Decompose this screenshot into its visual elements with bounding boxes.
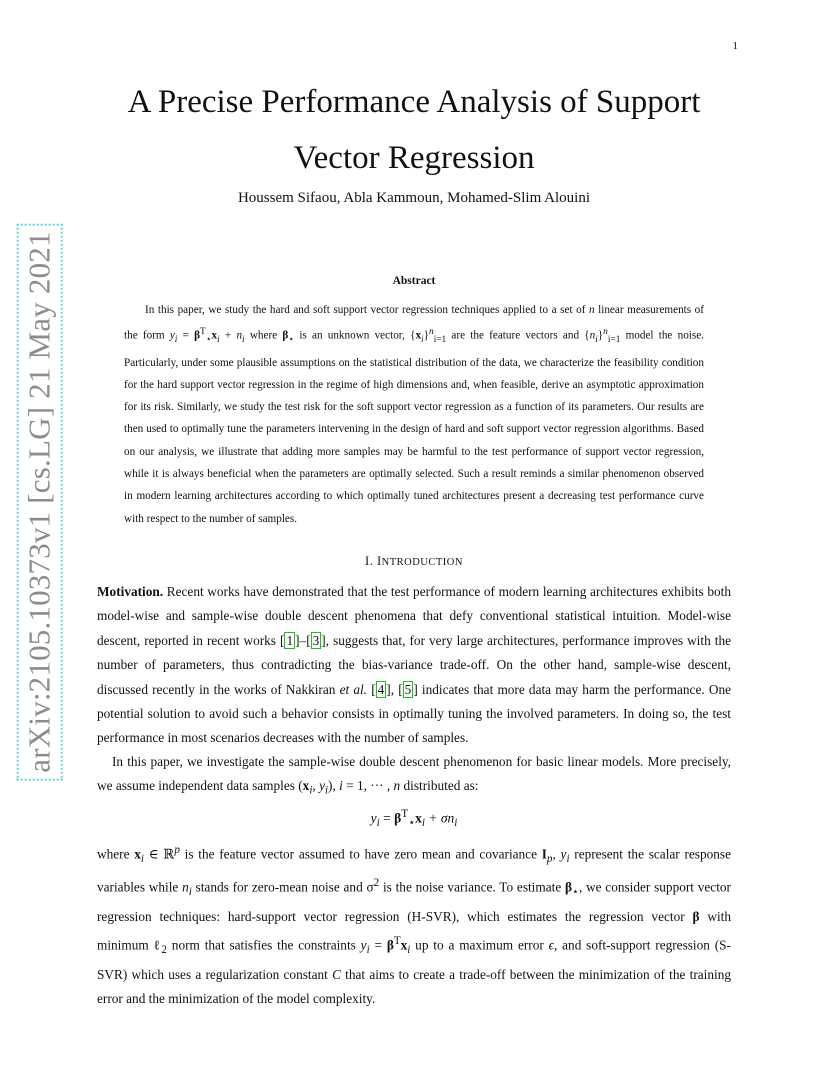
abstract-heading: Abstract xyxy=(392,275,436,287)
citation-link[interactable]: 4 xyxy=(377,681,385,697)
citation-link[interactable]: 1 xyxy=(286,632,294,648)
page-number: 1 xyxy=(732,40,738,52)
body-paragraph: where $x_i$ ∈ ℝ$^p$ is the feature vector assumed to have zero mean and covariance $I_p$, $y_i$ represent the scalar response variables while $n_i$ stands for zero-mean noise and $\sigma^2$ is the noise variance. To estimate $\beta_⋆$, we consider support vector regression techniques: hard-support vector regression (H-SVR), which estimates the regression vector β with minimum ℓ$_2$ norm that satisfies the constraints $y_i = \beta^Tx_i$ up to a maximum error ϵ, and soft-support regression (S-SVR) which uses a regularization constant C that aims to create a trade-off between the minimization of the training error and the minimization of the model complexity. xyxy=(97,844,732,1007)
section-heading-introduction: I. INTRODUCTION xyxy=(365,554,463,568)
author-list: Houssem Sifaou, Abla Kammoun, Mohamed-Slim Alouini xyxy=(237,190,591,206)
display-equation: $y_i = \beta^T_⋆x_i + \sigma n_i$ xyxy=(370,808,458,830)
paper-title: A Precise Performance Analysis of Support Vector Regression xyxy=(127,84,701,176)
run-in-heading: Motivation. xyxy=(97,584,164,599)
citation-link[interactable]: 3 xyxy=(312,632,320,648)
abstract-body: In this paper, we study the hard and soft support vector regression techniques applied to a set of n linear measurements of the form $y_i = \beta^T_⋆x_i + n_i$ where $\beta_⋆$ is an unknown vector, $\{x_i\}^n_{i=1}$ are the feature vectors and $\{n_i\}^n_{i=1}$ model the noise. Particularly, under some plausible assumptions on the statistical distribution of the data, we characterize the feasibility condition for the hard support vector regression in the regime of high dimensions and, when feasible, derive an asymptotic approximation for its risk. Similarly, we study the test risk for the soft support vector regression as a function of its parameters. Our results are then used to optimally tune the parameters intervening in the design of hard and soft support vector regression algorithms. Based on our analysis, we illustrate that adding more samples may be harmful to the test performance of support vector regression, while it is always beneficial when the parameters are optimally selected. Such a result reminds a similar phenomenon observed in modern learning architectures according to which optimally tuned architectures present a decreasing test performance curve with respect to the number of samples. xyxy=(124,304,705,525)
body-paragraph: In this paper, we investigate the sample-wise double descent phenomenon for basic linear models. More precisely, we assume independent data samples ($x_i$, $y_i$), i = 1, ··· , n distributed as: xyxy=(97,754,731,798)
arxiv-identifier[interactable]: arXiv:2105.10373v1 [cs.LG] 21 May 2021 xyxy=(17,223,63,780)
motivation-paragraph: Motivation. Recent works have demonstrated that the test performance of modern learning architectures exhibits both model-wise and sample-wise double descent phenomena that defy conventional statistical intuition. Model-wise descent, reported in recent works [ 1 ]–[ 3 ], suggests that, for very large architectures, performance improves with the number of parameters, thus contradicting the bias-variance trade-off. On the other hand, sample-wise descent, discussed recently in the works of Nakkiran et al. [ 4 ], [ 5 ] indicates that more data may harm the performance. One potential solution to avoid such a behavior consists in optimally tuning the involved parameters. In doing so, the test performance in most scenarios decreases with the number of samples. xyxy=(97,584,732,746)
arxiv-sidebar xyxy=(16,231,64,773)
citation-link[interactable]: 5 xyxy=(404,681,412,697)
